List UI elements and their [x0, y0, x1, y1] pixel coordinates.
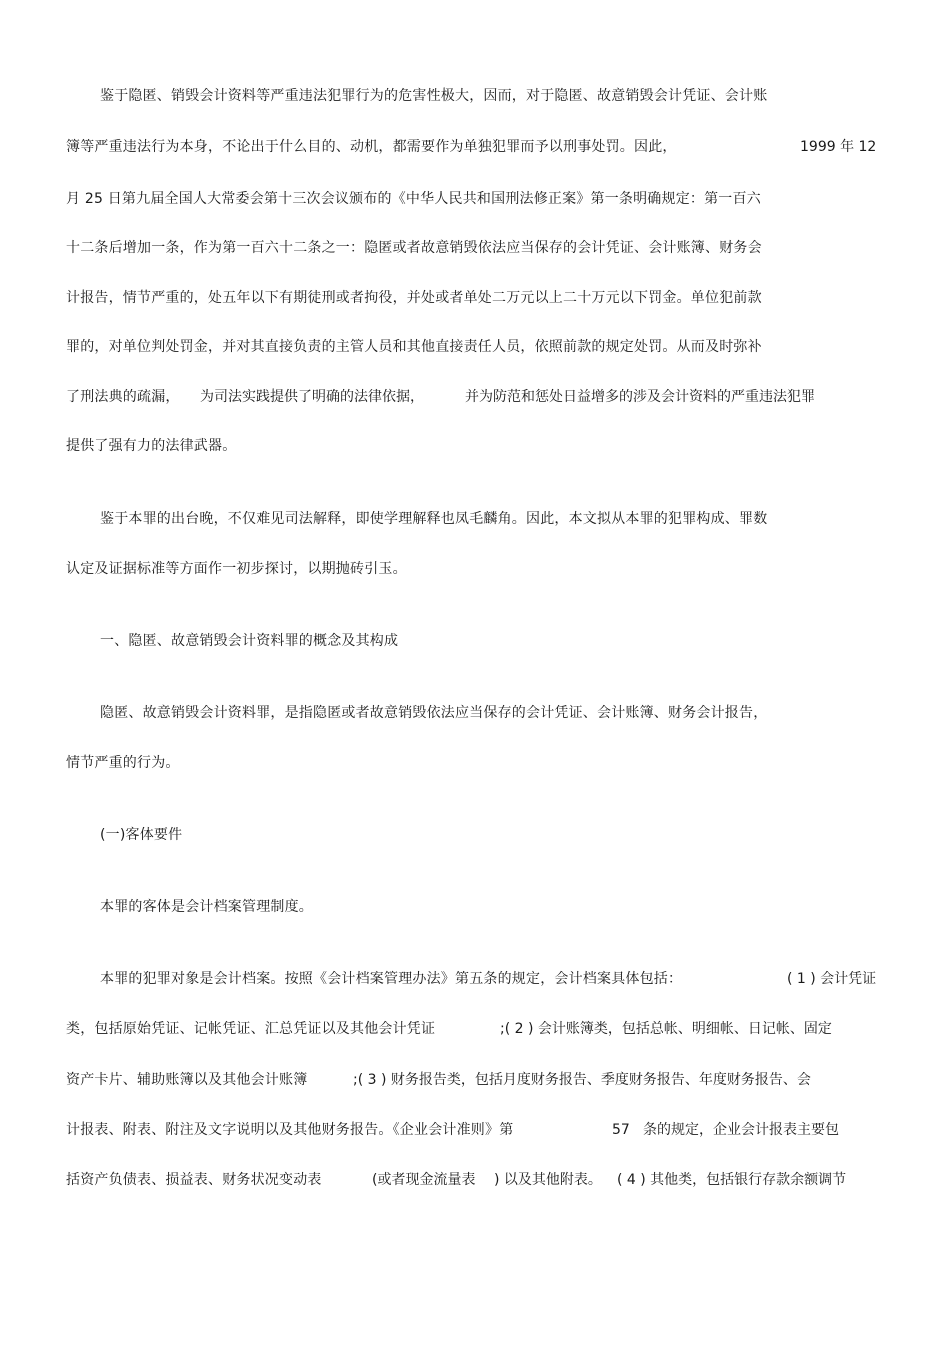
paragraph-1-line-6: 罪的，对单位判处罚金，并对其直接负责的主管人员和其他直接责任人员，依照前款的规定处罚。从而及时弥补	[66, 339, 762, 355]
paragraph-1-line-7-end: 并为防范和惩处日益增多的涉及会计资料的严重违法犯罪	[465, 389, 815, 405]
paragraph-1-line-5: 计报告，情节严重的，处五年以下有期徒刑或者拘役，并处或者单处二万元以上二十万元以下罚金。单位犯前款	[66, 290, 762, 306]
paragraph-5-line-1: 本罪的犯罪对象是会计档案。按照《会计档案管理办法》第五条的规定，会计档案具体包括：	[100, 971, 683, 987]
paragraph-5-line-5-mid: (或者现金流量表	[372, 1172, 476, 1188]
paragraph-1-date-part: 1999 年 12	[800, 139, 877, 155]
paragraph-2-line-2: 认定及证据标准等方面作一初步探讨，以期抛砖引玉。	[66, 561, 407, 577]
paragraph-1-line-3: 月 25 日第九届全国人大常委会第十三次会议颁布的《中华人民共和国刑法修正案》第一条明确规定：第一百六	[66, 191, 761, 207]
paragraph-5-line-3: 资产卡片、辅助账簿以及其他会计账簿	[66, 1072, 308, 1088]
paragraph-3-line-1: 隐匿、故意销毁会计资料罪，是指隐匿或者故意销毁依法应当保存的会计凭证、会计账簿、财务会计报告，	[100, 705, 768, 721]
paragraph-5-line-4: 计报表、附表、附注及文字说明以及其他财务报告。《企业会计准则》第	[66, 1122, 514, 1138]
paragraph-5-line-2-tail: ;( 2 ) 会计账簿类，包括总帐、明细帐、日记帐、固定	[500, 1021, 832, 1037]
paragraph-5-line-3-tail: ;( 3 ) 财务报告类，包括月度财务报告、季度财务报告、年度财务报告、会	[353, 1072, 811, 1088]
paragraph-1-line-4: 十二条后增加一条，作为第一百六十二条之一：隐匿或者故意销毁依法应当保存的会计凭证、会计账簿、财务会	[66, 240, 762, 256]
section-heading: 一、隐匿、故意销毁会计资料罪的概念及其构成	[100, 633, 399, 649]
paragraph-1-line-1: 鉴于隐匿、销毁会计资料等严重违法犯罪行为的危害性极大，因而，对于隐匿、故意销毁会计凭证、会计账	[100, 88, 768, 104]
paragraph-5-line-5-tail: ) 以及其他附表。	[494, 1172, 602, 1188]
paragraph-1-line-2: 簿等严重违法行为本身，不论出于什么目的、动机，都需要作为单独犯罪而予以刑事处罚。因此，	[66, 139, 677, 155]
paragraph-5-line-1-tail: ( 1 ) 会计凭证	[787, 971, 877, 987]
paragraph-5-line-2: 类，包括原始凭证、记帐凭证、汇总凭证以及其他会计凭证	[66, 1021, 436, 1037]
paragraph-1-line-7: 了刑法典的疏漏，	[66, 389, 180, 405]
paragraph-5-line-5-end: ( 4 ) 其他类，包括银行存款余额调节	[617, 1172, 847, 1188]
paragraph-5-line-4-tail: 条的规定，企业会计报表主要包	[643, 1122, 839, 1138]
paragraph-4-line-1: 本罪的客体是会计档案管理制度。	[100, 899, 313, 915]
paragraph-2-line-1: 鉴于本罪的出台晚，不仅难见司法解释，即使学理解释也凤毛麟角。因此，本文拟从本罪的犯罪构成、罪数	[100, 511, 768, 527]
paragraph-5-line-4-num: 57	[612, 1122, 630, 1138]
paragraph-5-line-5: 括资产负债表、损益表、财务状况变动表	[66, 1172, 322, 1188]
paragraph-1-line-8: 提供了强有力的法律武器。	[66, 438, 237, 454]
paragraph-3-line-2: 情节严重的行为。	[66, 755, 180, 771]
subheading-object-element: (一)客体要件	[100, 827, 183, 843]
paragraph-1-line-7-mid: 为司法实践提供了明确的法律依据，	[200, 389, 424, 405]
